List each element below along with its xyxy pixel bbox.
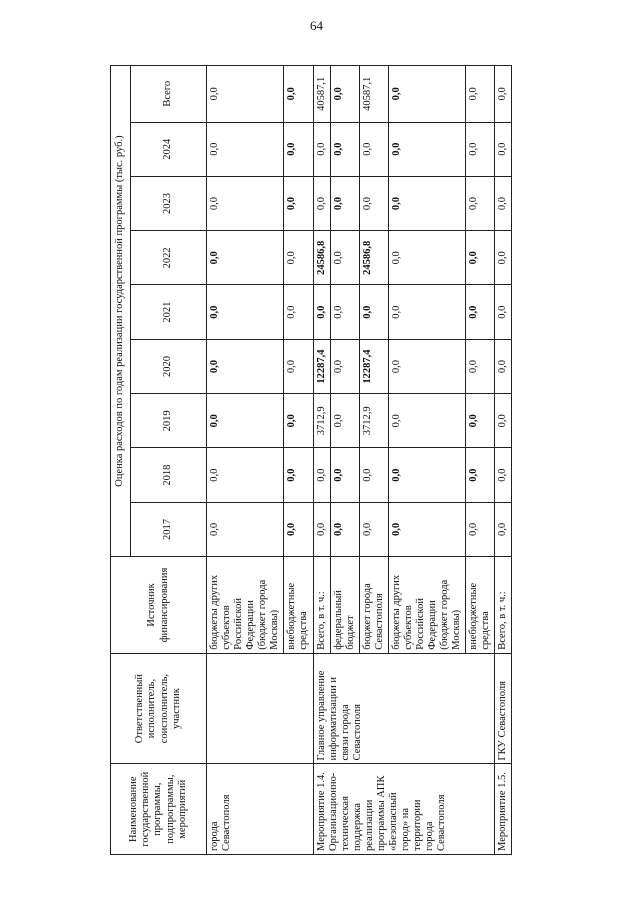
cell-value: 0,0 xyxy=(388,122,465,176)
cell-value: 0,0 xyxy=(359,448,388,502)
cell-value: 0,0 xyxy=(466,339,495,393)
cell-value: 0,0 xyxy=(388,339,465,393)
page-number: 64 xyxy=(310,18,323,33)
cell-value: 0,0 xyxy=(284,394,313,448)
cell-value: 0,0 xyxy=(207,448,284,502)
cell-funding-source: внебюджетные средства xyxy=(284,557,313,654)
cell-value: 0,0 xyxy=(495,394,512,448)
cell-value: 0,0 xyxy=(359,502,388,556)
cell-value: 24586,8 xyxy=(359,231,388,285)
cell-value: 12287,4 xyxy=(359,339,388,393)
cell-value: 0,0 xyxy=(466,66,495,123)
cell-value: 40587,1 xyxy=(313,66,330,123)
cell-value: 0,0 xyxy=(330,122,359,176)
cell-value: 0,0 xyxy=(330,285,359,339)
cell-value: 0,0 xyxy=(495,502,512,556)
cell-value: 3712,9 xyxy=(313,394,330,448)
rotated-table xyxy=(110,65,550,855)
cell-value: 0,0 xyxy=(466,394,495,448)
header-year: 2024 xyxy=(131,122,207,176)
cell-executor: Главное управление информатизации и связи города Севастополя xyxy=(313,653,495,764)
cell-value: 3712,9 xyxy=(359,394,388,448)
cell-value: 0,0 xyxy=(466,502,495,556)
cell-value: 0,0 xyxy=(284,448,313,502)
header-year: 2022 xyxy=(131,231,207,285)
cell-value: 0,0 xyxy=(207,394,284,448)
cell-value: 0,0 xyxy=(330,502,359,556)
cell-value: 0,0 xyxy=(495,339,512,393)
cell-value: 0,0 xyxy=(284,66,313,123)
cell-value: 0,0 xyxy=(388,502,465,556)
cell-value: 0,0 xyxy=(284,122,313,176)
cell-value: 0,0 xyxy=(495,448,512,502)
header-year: 2023 xyxy=(131,176,207,230)
cell-value: 0,0 xyxy=(495,285,512,339)
cell-measure-name: Мероприятие 1.4. Организационно-техническая поддержка реализации программы АПК «Безопасный город» на территории города Севастополя xyxy=(313,764,495,855)
cell-value: 0,0 xyxy=(313,122,330,176)
cell-value: 12287,4 xyxy=(313,339,330,393)
cell-value: 0,0 xyxy=(207,502,284,556)
header-name: Наименование государственной программы, подпрограммы, мероприятий xyxy=(111,764,207,855)
cell-value: 0,0 xyxy=(330,231,359,285)
cell-value: 24586,8 xyxy=(313,231,330,285)
cell-value: 0,0 xyxy=(330,448,359,502)
cell-value: 40587,1 xyxy=(359,66,388,123)
cell-executor: ГКУ Севастополя xyxy=(495,653,512,764)
rotated-table-container xyxy=(110,65,550,855)
cell-value: 0,0 xyxy=(207,66,284,123)
table-row xyxy=(207,66,284,855)
header-year: 2021 xyxy=(131,285,207,339)
cell-value: 0,0 xyxy=(466,176,495,230)
cell-value: 0,0 xyxy=(284,339,313,393)
cell-funding-source: бюджет города Севастополя xyxy=(359,557,388,654)
cell-funding-source: Всего, в т. ч.: xyxy=(495,557,512,654)
cell-value: 0,0 xyxy=(330,339,359,393)
cell-measure-name: города Севастополя xyxy=(207,764,314,855)
cell-value: 0,0 xyxy=(359,176,388,230)
cell-value: 0,0 xyxy=(495,66,512,123)
cell-value: 0,0 xyxy=(330,176,359,230)
cell-funding-source: Всего, в т. ч.: xyxy=(313,557,330,654)
cell-value: 0,0 xyxy=(466,448,495,502)
cell-funding-source: внебюджетные средства xyxy=(466,557,495,654)
header-year: Всего xyxy=(131,66,207,123)
cell-value: 0,0 xyxy=(330,394,359,448)
cell-value: 0,0 xyxy=(495,122,512,176)
header-year: 2017 xyxy=(131,502,207,556)
cell-value: 0,0 xyxy=(388,448,465,502)
header-year: 2018 xyxy=(131,448,207,502)
header-source: Источник финансирования xyxy=(111,557,207,654)
cell-value: 0,0 xyxy=(284,285,313,339)
cell-value: 0,0 xyxy=(495,231,512,285)
cell-value: 0,0 xyxy=(207,176,284,230)
budget-table xyxy=(110,65,512,855)
header-executor: Ответственный исполнитель, соисполнитель, участник xyxy=(111,653,207,764)
table-body xyxy=(207,66,512,855)
cell-value: 0,0 xyxy=(466,285,495,339)
cell-value: 0,0 xyxy=(330,66,359,123)
cell-value: 0,0 xyxy=(207,339,284,393)
cell-value: 0,0 xyxy=(388,285,465,339)
cell-value: 0,0 xyxy=(313,502,330,556)
cell-value: 0,0 xyxy=(388,176,465,230)
table-header xyxy=(111,66,207,855)
cell-value: 0,0 xyxy=(495,176,512,230)
cell-value: 0,0 xyxy=(207,231,284,285)
cell-value: 0,0 xyxy=(388,394,465,448)
cell-value: 0,0 xyxy=(313,448,330,502)
cell-value: 0,0 xyxy=(388,231,465,285)
cell-value: 0,0 xyxy=(466,122,495,176)
cell-value: 0,0 xyxy=(284,231,313,285)
cell-value: 0,0 xyxy=(466,231,495,285)
table-row xyxy=(495,66,512,855)
cell-executor xyxy=(207,653,314,764)
cell-value: 0,0 xyxy=(284,502,313,556)
cell-funding-source: бюджеты других субъектов Российской Федерации (бюджет города Москвы) xyxy=(207,557,284,654)
cell-value: 0,0 xyxy=(359,122,388,176)
cell-value: 0,0 xyxy=(207,122,284,176)
cell-value: 0,0 xyxy=(313,285,330,339)
cell-value: 0,0 xyxy=(207,285,284,339)
cell-measure-name: Мероприятие 1.5. xyxy=(495,764,512,855)
header-estimate: Оценка расходов по годам реализации государственной программы (тыс. руб.) xyxy=(111,66,131,557)
header-year: 2019 xyxy=(131,394,207,448)
table-row xyxy=(313,66,330,855)
cell-value: 0,0 xyxy=(359,285,388,339)
cell-value: 0,0 xyxy=(388,66,465,123)
cell-value: 0,0 xyxy=(284,176,313,230)
header-year: 2020 xyxy=(131,339,207,393)
cell-funding-source: бюджеты других субъектов Российской Федерации (бюджет города Москвы) xyxy=(388,557,465,654)
cell-funding-source: федеральный бюджет xyxy=(330,557,359,654)
cell-value: 0,0 xyxy=(313,176,330,230)
